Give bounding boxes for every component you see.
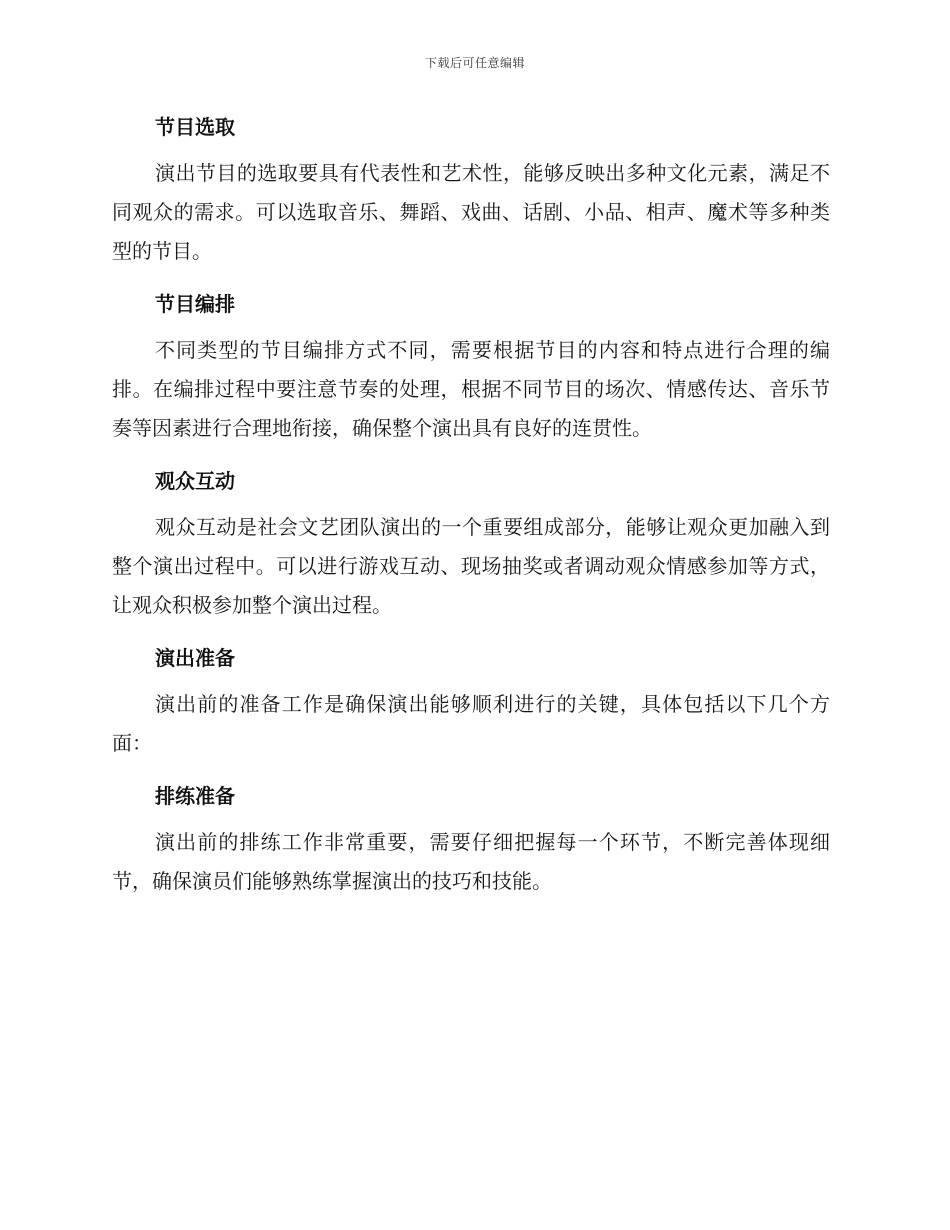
section-heading: 排练准备 (155, 784, 235, 808)
document-body (112, 108, 830, 915)
section-audience-interaction (112, 462, 830, 625)
section-program-arrangement (112, 285, 830, 448)
section-program-selection (112, 108, 830, 271)
section-heading: 观众互动 (155, 469, 235, 493)
header-note: 下载后可任意编辑 (424, 56, 525, 70)
section-paragraph: 演出前的排练工作非常重要，需要仔细把握每一个环节，不断完善体现细节，确保演员们能够熟练掌握演出的技巧和技能。 (112, 830, 830, 893)
section-paragraph: 演出前的准备工作是确保演出能够顺利进行的关键，具体包括以下几个方面： (112, 692, 830, 755)
section-performance-preparation (112, 639, 830, 763)
section-heading: 演出准备 (155, 646, 235, 670)
section-rehearsal-preparation (112, 777, 830, 901)
section-heading: 节目选取 (155, 115, 235, 139)
section-heading: 节目编排 (155, 292, 235, 316)
section-paragraph: 不同类型的节目编排方式不同，需要根据节目的内容和特点进行合理的编排。在编排过程中要注意节奏的处理，根据不同节目的场次、情感传达、音乐节奏等因素进行合理地衔接，确保整个演出具有良好的连贯性。 (112, 338, 830, 440)
section-paragraph: 观众互动是社会文艺团队演出的一个重要组成部分，能够让观众更加融入到整个演出过程中。可以进行游戏互动、现场抽奖或者调动观众情感参加等方式，让观众积极参加整个演出过程。 (112, 515, 830, 617)
section-paragraph: 演出节目的选取要具有代表性和艺术性，能够反映出多种文化元素，满足不同观众的需求。可以选取音乐、舞蹈、戏曲、话剧、小品、相声、魔术等多种类型的节目。 (112, 161, 830, 263)
